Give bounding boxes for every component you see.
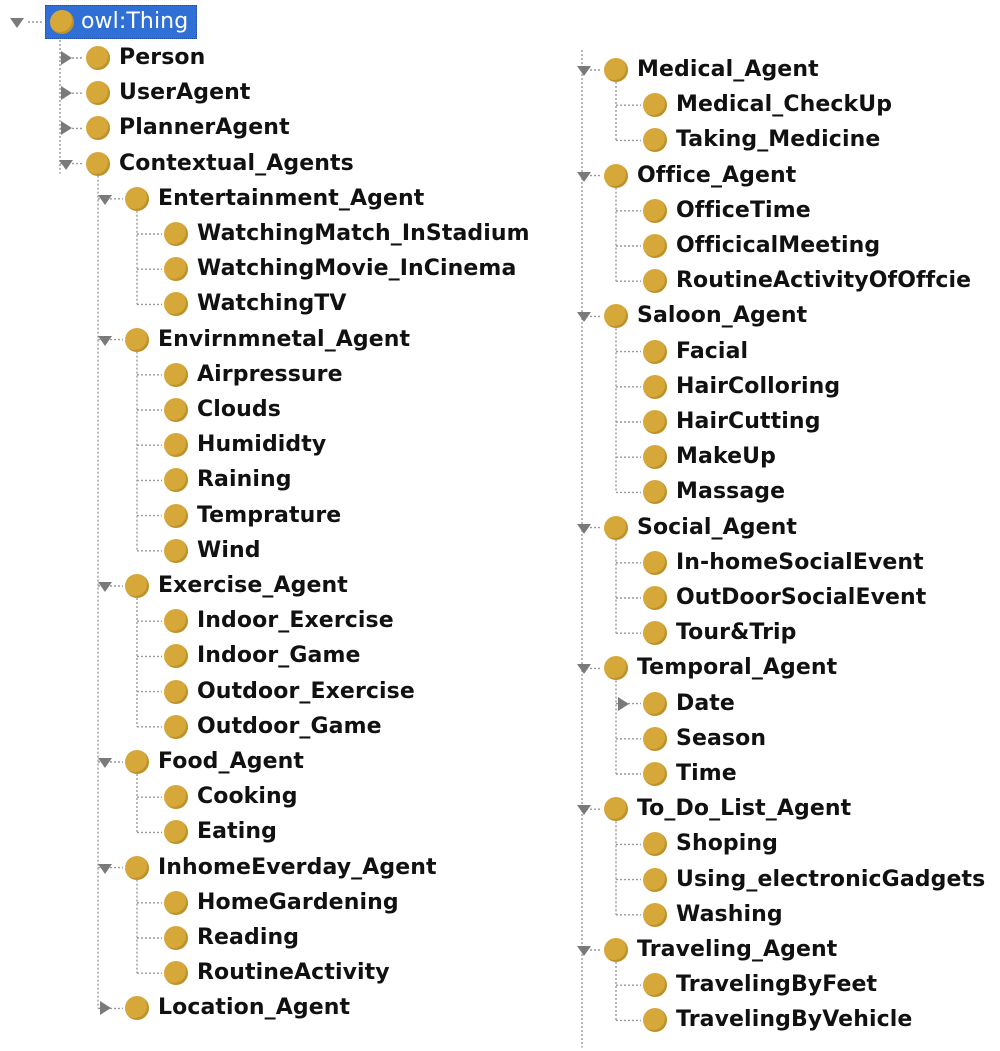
tree-node-outdoor-exercise[interactable] [164, 675, 415, 709]
triangle-right-icon [618, 697, 629, 711]
class-circle-icon [643, 832, 667, 856]
tree-node-tourandtrip[interactable] [643, 616, 797, 650]
node-label: Time [676, 761, 737, 786]
class-circle-icon [643, 234, 667, 258]
class-circle-icon [604, 516, 628, 540]
tree-node-watchingmovie-incinema[interactable] [164, 252, 516, 286]
class-circle-icon [164, 609, 188, 633]
triangle-down-icon [577, 805, 591, 815]
class-circle-icon [86, 116, 110, 140]
triangle-down-icon [577, 312, 591, 322]
node-label: InhomeEverday_Agent [158, 854, 437, 880]
class-circle-icon [604, 304, 628, 328]
node-label: Food_Agent [158, 749, 304, 774]
tree-node-useragent[interactable] [86, 76, 251, 110]
tree-node-watchingtv[interactable] [164, 287, 347, 321]
class-circle-icon [643, 727, 667, 751]
node-label: Social_Agent [637, 514, 798, 540]
tree-node-humididty[interactable] [164, 428, 326, 462]
useragent-expand-toggle[interactable] [58, 85, 74, 101]
node-label: Entertainment_Agent [158, 185, 425, 211]
node-label: OfficicalMeeting [676, 233, 881, 258]
class-circle-icon [643, 199, 667, 223]
class-circle-icon [643, 762, 667, 786]
date-expand-toggle[interactable] [615, 696, 631, 712]
tree-node-airpressure[interactable] [164, 358, 343, 392]
tree-node-saloon-agent[interactable] [604, 299, 807, 333]
tree-node-massage[interactable] [643, 475, 785, 509]
exercise-agent-collapse-toggle[interactable] [97, 578, 113, 594]
triangle-down-icon [10, 18, 24, 28]
tree-node-person[interactable] [86, 41, 205, 75]
triangle-right-icon [100, 1001, 111, 1015]
inhomeeverday-agent-collapse-toggle[interactable] [97, 860, 113, 876]
triangle-down-icon [577, 66, 591, 76]
node-label: RoutineActivity [197, 960, 390, 986]
location-agent-expand-toggle[interactable] [97, 1000, 113, 1016]
node-label: Traveling_Agent [637, 937, 838, 962]
class-circle-icon [604, 656, 628, 680]
node-label: Shoping [676, 831, 779, 857]
node-label: Airpressure [197, 361, 343, 387]
class-circle-icon [86, 46, 110, 70]
tree-node-wind[interactable] [164, 534, 261, 568]
class-circle-icon [643, 868, 667, 892]
class-circle-icon [643, 340, 667, 364]
node-label: Saloon_Agent [637, 303, 808, 329]
class-circle-icon [125, 856, 149, 880]
class-circle-icon [86, 81, 110, 105]
class-circle-icon [164, 926, 188, 950]
tree-node-routineactivity[interactable] [164, 956, 390, 990]
planneragent-expand-toggle[interactable] [58, 120, 74, 136]
node-label: Envirnmnetal_Agent [158, 326, 411, 352]
tree-node-outdoorsocialevent[interactable] [643, 581, 926, 615]
tree-node-in-homesocialevent[interactable] [643, 546, 924, 580]
class-circle-icon [125, 574, 149, 598]
node-label: Humididty [197, 432, 327, 458]
node-label: Facial [676, 338, 749, 364]
node-label: Washing [676, 901, 783, 927]
tree-node-travelingbyvehicle[interactable] [643, 1003, 912, 1037]
root-label: owl:Thing [81, 9, 189, 34]
owl-thing-collapse-toggle[interactable] [9, 14, 25, 30]
class-circle-icon [643, 269, 667, 293]
node-label: MakeUp [676, 444, 776, 470]
tree-node-office-agent[interactable] [604, 159, 796, 193]
tree-node-time[interactable] [643, 757, 737, 791]
person-expand-toggle[interactable] [58, 50, 74, 66]
node-label: Temprature [197, 502, 342, 528]
tree-node-planneragent[interactable] [86, 111, 290, 145]
entertainment-agent-collapse-toggle[interactable] [97, 191, 113, 207]
triangle-down-icon [577, 946, 591, 956]
class-circle-icon [164, 363, 188, 387]
tree-node-date[interactable] [643, 687, 735, 721]
saloon-agent-collapse-toggle[interactable] [576, 308, 592, 324]
class-circle-icon [164, 257, 188, 281]
class-circle-icon [164, 891, 188, 915]
node-label: HomeGardening [197, 889, 399, 915]
node-label: Cooking [197, 784, 298, 810]
class-circle-icon [125, 328, 149, 352]
node-label: RoutineActivityOfOffcie [676, 268, 972, 294]
class-circle-icon [604, 58, 628, 82]
node-label: Temporal_Agent [637, 655, 838, 681]
class-circle-icon [50, 10, 74, 34]
tree-node-entertainment-agent[interactable] [125, 182, 424, 216]
tree-node-cooking[interactable] [164, 780, 298, 814]
node-label: Clouds [197, 397, 281, 422]
triangle-down-icon [59, 160, 73, 170]
class-circle-icon [643, 445, 667, 469]
node-label: Using_electronicGadgets [676, 866, 986, 892]
node-label: OfficeTime [676, 197, 811, 223]
class-circle-icon [643, 1008, 667, 1032]
node-label: HairColloring [676, 373, 841, 399]
tree-node-traveling-agent[interactable] [604, 933, 837, 967]
social-agent-collapse-toggle[interactable] [576, 520, 592, 536]
class-circle-icon [164, 539, 188, 563]
traveling-agent-collapse-toggle[interactable] [576, 942, 592, 958]
tree-node-raining[interactable] [164, 463, 292, 497]
class-circle-icon [164, 292, 188, 316]
node-label: Wind [197, 537, 261, 563]
contextual-agents-collapse-toggle[interactable] [58, 156, 74, 172]
tree-node-location-agent[interactable] [125, 991, 350, 1025]
tree-node-officetime[interactable] [643, 194, 811, 228]
tree-root-owl-thing[interactable] [45, 5, 197, 39]
class-circle-icon [643, 410, 667, 434]
node-label: TravelingByVehicle [676, 1007, 913, 1033]
class-circle-icon [604, 938, 628, 962]
tree-node-medical-checkup[interactable] [643, 88, 892, 122]
class-circle-icon [164, 433, 188, 457]
tree-node-reading[interactable] [164, 921, 299, 955]
node-label: WatchingMovie_InCinema [197, 256, 517, 282]
node-label: OutDoorSocialEvent [676, 585, 927, 610]
triangle-down-icon [98, 864, 112, 874]
tree-node-inhomeeverday-agent[interactable] [125, 851, 437, 885]
class-circle-icon [643, 903, 667, 927]
node-label: Outdoor_Exercise [197, 678, 415, 704]
triangle-down-icon [577, 524, 591, 534]
class-circle-icon [164, 961, 188, 985]
triangle-right-icon [61, 51, 72, 65]
temporal-agent-collapse-toggle[interactable] [576, 660, 592, 676]
tree-node-temporal-agent[interactable] [604, 651, 837, 685]
node-label: Tour&Trip [676, 620, 797, 646]
tree-node-to-do-list-agent[interactable] [604, 792, 851, 826]
tree-node-indoor-exercise[interactable] [164, 604, 394, 638]
node-label: Raining [197, 467, 292, 493]
class-circle-icon [164, 644, 188, 668]
class-circle-icon [643, 93, 667, 117]
class-circle-icon [164, 680, 188, 704]
tree-node-washing[interactable] [643, 898, 783, 932]
node-label: HairCutting [676, 409, 821, 434]
class-circle-icon [164, 820, 188, 844]
class-circle-icon [125, 996, 149, 1020]
tree-node-routineactivityofoffcie[interactable] [643, 264, 971, 298]
tree-node-homegardening[interactable] [164, 886, 399, 920]
tree-node-travelingbyfeet[interactable] [643, 968, 877, 1002]
node-label: Medical_CheckUp [676, 92, 893, 118]
tree-node-social-agent[interactable] [604, 511, 797, 545]
node-label: Person [119, 45, 206, 70]
tree-node-shoping[interactable] [643, 827, 778, 861]
class-circle-icon [643, 375, 667, 399]
class-circle-icon [643, 480, 667, 504]
class-circle-icon [164, 398, 188, 422]
node-label: UserAgent [119, 80, 251, 106]
node-label: Massage [676, 479, 786, 505]
tree-node-clouds[interactable] [164, 393, 281, 427]
triangle-down-icon [577, 664, 591, 674]
triangle-down-icon [98, 758, 112, 768]
tree-node-officicalmeeting[interactable] [643, 229, 880, 263]
tree-node-watchingmatch-instadium[interactable] [164, 217, 530, 251]
node-label: TravelingByFeet [676, 972, 878, 998]
tree-node-season[interactable] [643, 722, 766, 756]
node-label: WatchingTV [197, 291, 347, 317]
tree-node-facial[interactable] [643, 335, 748, 369]
node-label: Location_Agent [158, 995, 351, 1021]
tree-node-indoor-game[interactable] [164, 639, 361, 673]
tree-node-makeup[interactable] [643, 440, 776, 474]
tree-node-haircolloring[interactable] [643, 370, 840, 404]
node-label: Eating [197, 819, 277, 845]
node-label: Exercise_Agent [158, 573, 348, 598]
node-label: To_Do_List_Agent [637, 796, 852, 822]
class-circle-icon [643, 621, 667, 645]
tree-node-using-electronicgadgets[interactable] [643, 863, 985, 897]
tree-node-eating[interactable] [164, 815, 277, 849]
node-label: Taking_Medicine [676, 127, 881, 153]
tree-node-temprature[interactable] [164, 499, 341, 533]
envirnmnetal-agent-collapse-toggle[interactable] [97, 332, 113, 348]
node-label: Indoor_Exercise [197, 608, 394, 634]
tree-node-envirnmnetal-agent[interactable] [125, 323, 410, 357]
tree-node-food-agent[interactable] [125, 745, 304, 779]
class-circle-icon [643, 551, 667, 575]
triangle-down-icon [98, 336, 112, 346]
tree-node-exercise-agent[interactable] [125, 569, 348, 603]
node-label: In-homeSocialEvent [676, 549, 924, 575]
triangle-down-icon [98, 582, 112, 592]
class-circle-icon [164, 222, 188, 246]
tree-node-taking-medicine[interactable] [643, 123, 880, 157]
node-label: Office_Agent [637, 162, 797, 188]
node-label: Date [676, 690, 735, 716]
to-do-list-agent-collapse-toggle[interactable] [576, 801, 592, 817]
class-circle-icon [643, 692, 667, 716]
tree-node-medical-agent[interactable] [604, 53, 819, 87]
class-circle-icon [643, 973, 667, 997]
class-circle-icon [125, 187, 149, 211]
triangle-down-icon [577, 172, 591, 182]
triangle-down-icon [98, 195, 112, 205]
class-circle-icon [86, 152, 110, 176]
node-label: Contextual_Agents [119, 150, 354, 176]
class-circle-icon [164, 468, 188, 492]
selected-node-highlight[interactable] [45, 5, 197, 39]
node-label: Indoor_Game [197, 643, 361, 669]
medical-agent-collapse-toggle[interactable] [576, 62, 592, 78]
class-circle-icon [164, 715, 188, 739]
node-label: Outdoor_Game [197, 713, 382, 739]
tree-node-haircutting[interactable] [643, 405, 821, 439]
class-circle-icon [604, 164, 628, 188]
food-agent-collapse-toggle[interactable] [97, 754, 113, 770]
class-circle-icon [643, 586, 667, 610]
tree-node-outdoor-game[interactable] [164, 710, 382, 744]
node-label: WatchingMatch_InStadium [197, 221, 530, 246]
class-circle-icon [643, 128, 667, 152]
node-label: PlannerAgent [119, 115, 290, 141]
triangle-right-icon [61, 86, 72, 100]
class-circle-icon [125, 750, 149, 774]
triangle-right-icon [61, 121, 72, 135]
tree-node-contextual-agents[interactable] [86, 147, 354, 181]
class-circle-icon [164, 785, 188, 809]
class-circle-icon [164, 504, 188, 528]
node-label: Medical_Agent [637, 57, 819, 82]
node-label: Season [676, 725, 767, 751]
class-circle-icon [604, 797, 628, 821]
node-label: Reading [197, 925, 300, 950]
office-agent-collapse-toggle[interactable] [576, 168, 592, 184]
